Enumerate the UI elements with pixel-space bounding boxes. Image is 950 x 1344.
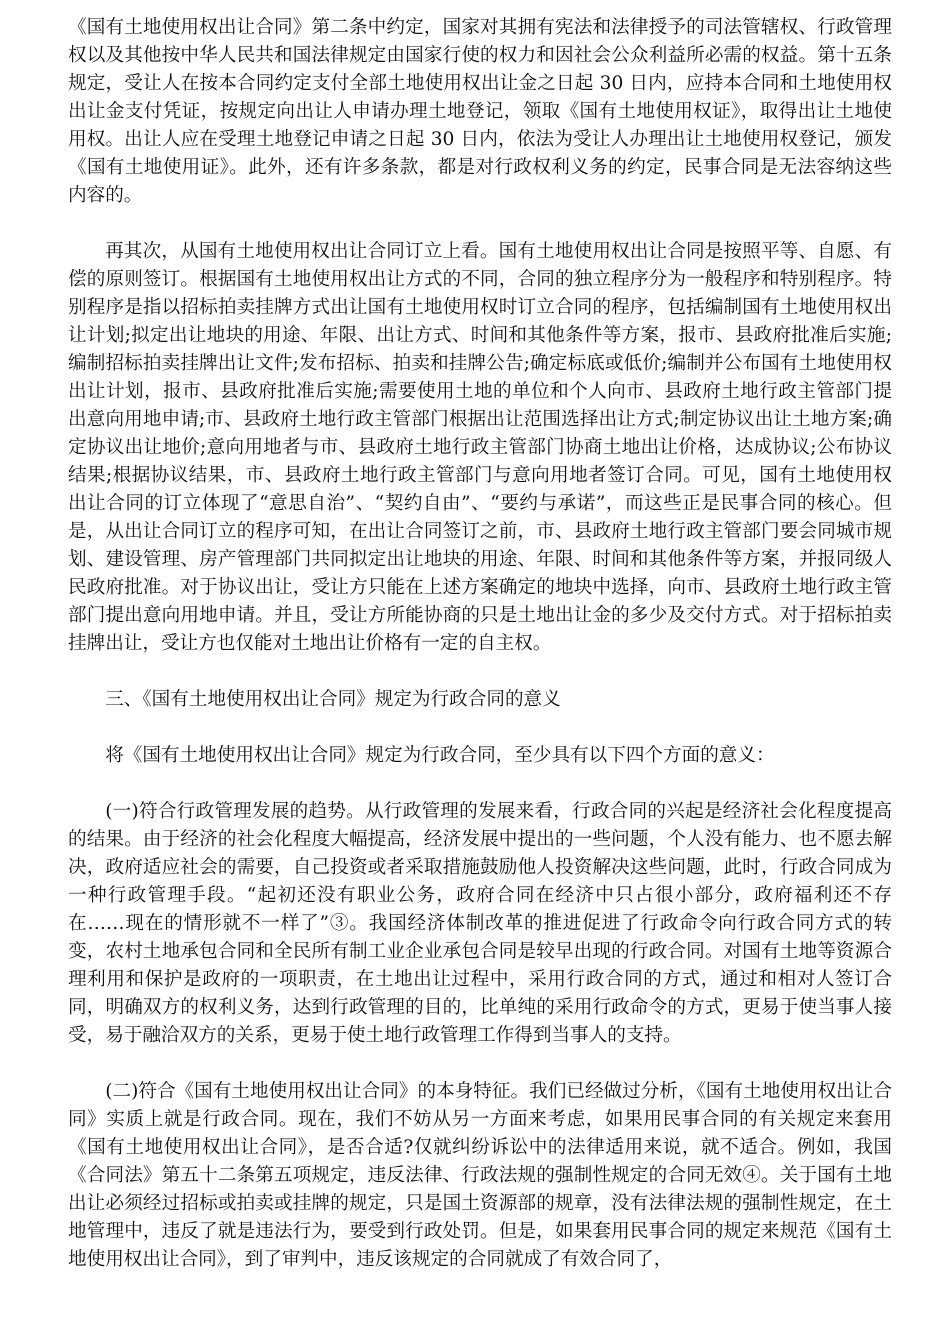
paragraph-point-two: (二)符合《国有土地使用权出让合同》的本身特征。我们已经做过分析，《国有土地使用权出让合同》实质上就是行政合同。现在，我们不妨从另一方面来考虑，如果用民事合同的有关规定来套用《国有土地使用权出让合同》，是否合适?仅就纠纷诉讼中的法律适用来说，就不适合。例如，我国《合同法》第五十二条第五项规定，违反法律、行政法规的强制性规定的合同无效④。关于国有土地出让必须经过招标或拍卖或挂牌的规定，只是国土资源部的规章，没有法律法规的强制性规定，在土地管理中，违反了就是违法行为，要受到行政处罚。但是，如果套用民事合同的规定来规范《国有土地使用权出让合同》，到了审判中，违反该规定的合同就成了有效合同了， bbox=[68, 1081, 892, 1270]
paragraph-contract-clauses: 《国有土地使用权出让合同》第二条中约定，国家对其拥有宪法和法律授予的司法管辖权、行政管理权以及其他按中华人民共和国法律规定由国家行使的权力和因社会公众利益所必需的权益。第十五条规定，受让人在按本合同约定支付全部土地使用权出让金之日起 30 日内，应持本合同和土地使用权出让金支付凭证，按规定向出让人申请办理土地登记，领取《国有土地使用权证》，取得出让土地使用权。出让人应在受理土地登记申请之日起 30 日内，依法为受让人办理出让土地使用权登记，颁发《国有土地使用证》。此外，还有许多条款，都是对行政权利义务的约定，民事合同是无法容纳这些内容的。 bbox=[68, 17, 892, 206]
section-heading: 三、《国有土地使用权出让合同》规定为行政合同的意义 bbox=[105, 689, 561, 710]
paragraph-point-one: (一)符合行政管理发展的趋势。从行政管理的发展来看，行政合同的兴起是经济社会化程度提高的结果。由于经济的社会化程度大幅提高，经济发展中提出的一些问题，个人没有能力、也不愿去解决，政府适应社会的需要，自己投资或者采取措施鼓励他人投资解决这些问题，此时，行政合同成为一种行政管理手段。“起初还没有职业公务，政府合同在经济中只占很小部分，政府福利还不存在……现在的情形就不一样了”③。我国经济体制改革的推进促进了行政命令向行政合同方式的转变，农村土地承包合同和全民所有制工业企业承包合同是较早出现的行政合同。对国有土地等资源合理利用和保护是政府的一项职责，在土地出让过程中，采用行政合同的方式，通过和相对人签订合同，明确双方的权利义务，达到行政管理的目的，比单纯的采用行政命令的方式，更易于使当事人接受，易于融洽双方的关系，更易于使土地行政管理工作得到当事人的支持。 bbox=[68, 801, 892, 1046]
paragraph-contract-formation: 再其次，从国有土地使用权出让合同订立上看。国有土地使用权出让合同是按照平等、自愿、有偿的原则签订。根据国有土地使用权出让方式的不同，合同的独立程序分为一般程序和特别程序。特别程序是指以招标拍卖挂牌方式出让国有土地使用权时订立合同的程序，包括编制国有土地使用权出让计划;拟定出让地块的用途、年限、出让方式、时间和其他条件等方案，报市、县政府批准后实施;编制招标拍卖挂牌出让文件;发布招标、拍卖和挂牌公告;确定标底或低价;编制并公布国有土地使用权出让计划，报市、县政府批准后实施;需要使用土地的单位和个人向市、县政府土地行政主管部门提出意向用地申请;市、县政府土地行政主管部门根据出让范围选择出让方式;制定协议出让土地方案;确定协议出让地价;意向用地者与市、县政府土地行政主管部门协商土地出让价格，达成协议;公布协议结果;根据协议结果，市、县政府土地行政主管部门与意向用地者签订合同。可见，国有土地使用权出让合同的订立体现了“意思自治”、“契约自由”、“要约与承诺”，而这些正是民事合同的核心。但是，从出让合同订立的程序可知，在出让合同签订之前，市、县政府土地行政主管部门要会同城市规划、建设管理、房产管理部门共同拟定出让地块的用途、年限、时间和其他条件等方案，并报同级人民政府批准。对于协议出让，受让方只能在上述方案确定的地块中选择，向市、县政府土地行政主管部门提出意向用地申请。并且，受让方所能协商的只是土地出让金的多少及交付方式。对于招标拍卖挂牌出让，受让方也仅能对土地出让价格有一定的自主权。 bbox=[68, 241, 892, 654]
paragraph-intro-significance: 将《国有土地使用权出让合同》规定为行政合同，至少具有以下四个方面的意义： bbox=[105, 745, 775, 766]
